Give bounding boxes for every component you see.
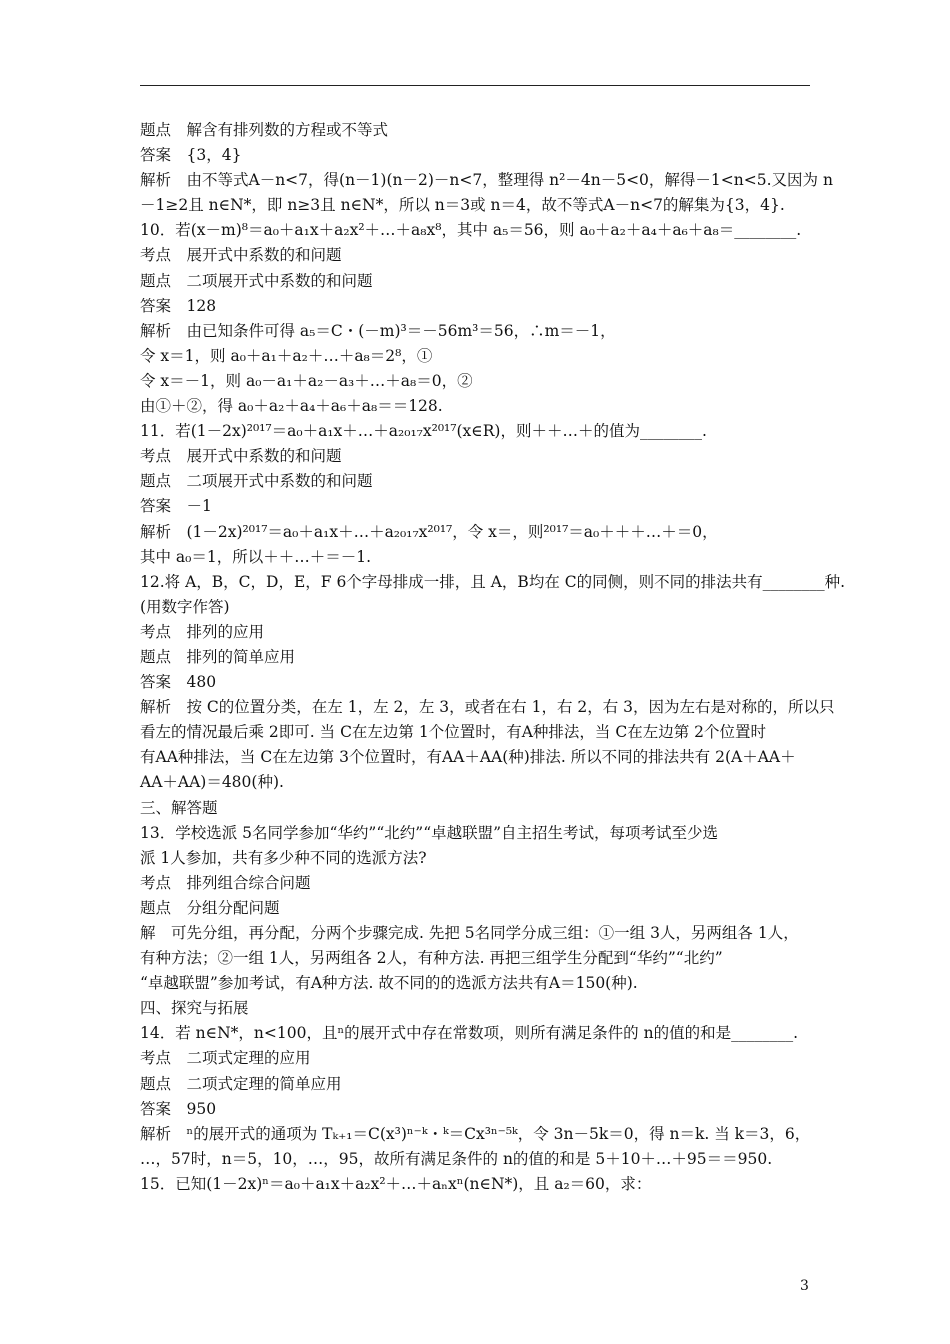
text-line: 其中 a₀＝1，所以＋＋…＋＝－1. (140, 547, 372, 566)
text-line: (用数字作答) (140, 597, 230, 616)
text-line: 令 x＝1，则 a₀＋a₁＋a₂＋…＋a₈＝2⁸，① (140, 346, 433, 365)
text-line: 考点 排列组合综合问题 (140, 873, 311, 892)
section-heading: 三、解答题 (140, 798, 218, 817)
text-line: 解析 按 C的位置分类，在左 1，左 2，左 3，或者在右 1，右 2，右 3，因为左右是对称的，所以只 (140, 698, 835, 717)
text-line: 题点 排列的简单应用 (140, 647, 296, 666)
text-line: 解析 由不等式A－n<7，得(n－1)(n－2)－n<7，整理得 n²－4n－5<0，解得－1<n<5.又因为 n (140, 171, 833, 190)
text-line: 考点 二项式定理的应用 (140, 1049, 311, 1068)
text-line: 有种方法；②一组 1人，另两组各 2人，有种方法. 再把三组学生分配到“华约”“北约” (140, 949, 723, 968)
text-line: －1≥2且 n∈N*，即 n≥3且 n∈N*，所以 n＝3或 n＝4，故不等式A－n<7的解集为{3，4}. (140, 196, 785, 215)
page-number: 3 (800, 1278, 809, 1294)
text-line: 考点 展开式中系数的和问题 (140, 246, 342, 265)
text-line: 由①＋②，得 a₀＋a₂＋a₄＋a₆＋a₈＝＝128. (140, 397, 443, 416)
text-line: 考点 展开式中系数的和问题 (140, 447, 342, 466)
text-line: 12.将 A，B，C，D，E，F 6个字母排成一排，且 A，B均在 C的同侧，则不同的排法共有________种. (140, 572, 846, 591)
text-line: 解析 ⁿ的展开式的通项为 Tₖ₊₁＝C(x³)ⁿ⁻ᵏ・ᵏ＝Cx³ⁿ⁻⁵ᵏ，令 3n－5k＝0，得 n＝k. 当 k＝3，6， (140, 1124, 811, 1143)
text-line: 题点 二项式定理的简单应用 (140, 1074, 342, 1093)
text-line: 题点 二项展开式中系数的和问题 (140, 472, 373, 491)
text-line: 15．已知(1－2x)ⁿ＝a₀＋a₁x＋a₂x²＋…＋aₙxⁿ(n∈N*)，且 a₂＝60，求： (140, 1174, 652, 1193)
text-line: 有AA种排法，当 C在左边第 3个位置时，有AA＋AA(种)排法. 所以不同的排法共有 2(A＋AA＋ (140, 748, 796, 767)
text-line: 题点 解含有排列数的方程或不等式 (140, 121, 389, 139)
text-line: 答案 {3，4} (140, 146, 242, 165)
text-line: 解析 由已知条件可得 a₅＝C・(－m)³＝－56m³＝56，∴m＝－1， (140, 321, 616, 340)
text-line: 解析 (1－2x)²⁰¹⁷＝a₀＋a₁x＋…＋a₂₀₁₇x²⁰¹⁷，令 x＝，则²⁰¹⁷＝a₀＋＋＋…＋＝0， (140, 522, 718, 541)
document-body (140, 118, 846, 1197)
text-line: 题点 分组分配问题 (140, 898, 280, 917)
section-heading: 四、探究与拓展 (140, 999, 249, 1018)
text-line: 11．若(1－2x)²⁰¹⁷＝a₀＋a₁x＋…＋a₂₀₁₇x²⁰¹⁷(x∈R)，则＋＋…＋的值为________. (140, 422, 707, 441)
text-line: 考点 排列的应用 (140, 622, 265, 641)
text-line: AA＋AA)＝480(种). (140, 773, 284, 792)
text-line: 看左的情况最后乘 2即可. 当 C在左边第 1个位置时，有A种排法，当 C在左边第 2个位置时 (140, 723, 766, 742)
text-line: 13．学校选派 5名同学参加“华约”“北约”“卓越联盟”自主招生考试，每项考试至少选 (140, 823, 719, 842)
text-line: 14．若 n∈N*，n<100，且ⁿ的展开式中存在常数项，则所有满足条件的 n的值的和是________. (140, 1024, 799, 1043)
text-line: 答案 －1 (140, 497, 212, 516)
text-line: 解 可先分组，再分配，分两个步骤完成. 先把 5名同学分成三组：①一组 3人，另两组各 1人， (140, 924, 799, 942)
header-rule (140, 85, 810, 86)
text-line: …，57时，n＝5，10，…，95，故所有满足条件的 n的值的和是 5＋10＋…＋95＝＝950. (140, 1149, 773, 1168)
text-line: 答案 480 (140, 673, 217, 692)
text-line: 题点 二项展开式中系数的和问题 (140, 271, 373, 290)
text-line: 派 1人参加，共有多少种不同的选派方法? (140, 848, 427, 867)
text-line: 答案 128 (140, 296, 217, 315)
text-line: 令 x＝－1，则 a₀－a₁＋a₂－a₃＋…＋a₈＝0，② (140, 371, 473, 390)
text-line: 答案 950 (140, 1099, 217, 1118)
text-line: “卓越联盟”参加考试，有A种方法. 故不同的的选派方法共有A＝150(种). (140, 974, 638, 993)
text-line: 10．若(x－m)⁸＝a₀＋a₁x＋a₂x²＋…＋a₈x⁸，其中 a₅＝56，则 a₀＋a₂＋a₄＋a₆＋a₈＝________. (140, 221, 802, 240)
